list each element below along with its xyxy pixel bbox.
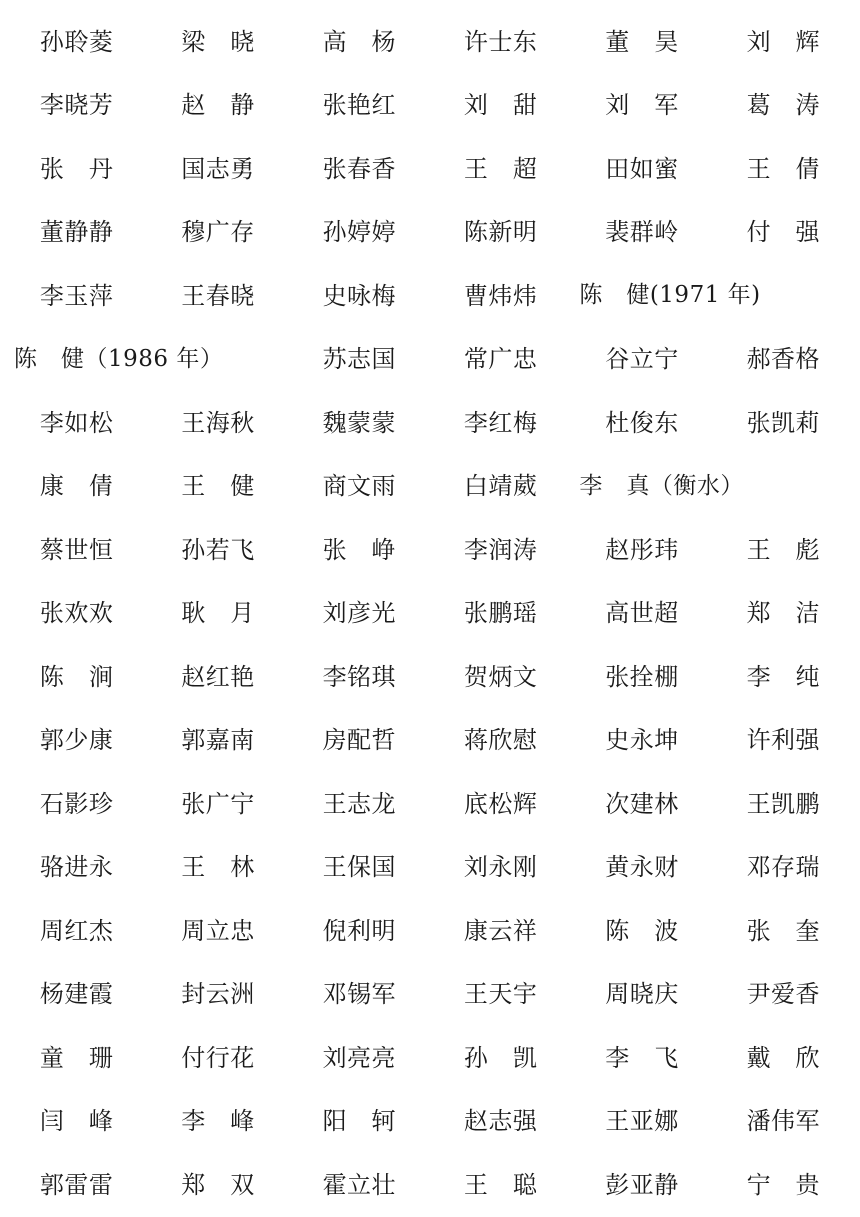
roster-name: 王 超 <box>463 154 538 183</box>
roster-name: 董静静 <box>39 218 114 247</box>
roster-cell <box>6 582 147 646</box>
roster-cell <box>6 201 147 265</box>
roster-name: 张春香 <box>322 154 397 183</box>
roster-name: 房配哲 <box>322 726 397 755</box>
roster-cell <box>571 137 712 201</box>
roster-cell <box>147 74 288 138</box>
roster-cell <box>147 1153 288 1217</box>
roster-cell <box>147 709 288 773</box>
roster-cell <box>147 391 288 455</box>
roster-name: 贺炳文 <box>463 662 538 691</box>
roster-name: 周晓庆 <box>605 980 679 1009</box>
roster-name: 赵 静 <box>181 91 255 120</box>
roster-name: 李 峰 <box>181 1107 255 1136</box>
roster-name: 孙若飞 <box>181 535 255 564</box>
roster-cell <box>147 899 288 963</box>
roster-name: 蒋欣慰 <box>463 726 538 755</box>
roster-cell <box>289 1090 430 1154</box>
roster-cell <box>430 10 571 74</box>
roster-cell <box>6 836 147 900</box>
roster-cell <box>289 836 430 900</box>
roster-cell <box>430 582 571 646</box>
roster-name: 黄永财 <box>605 853 679 882</box>
roster-name: 郭少康 <box>39 726 114 755</box>
roster-cell <box>571 455 854 519</box>
roster-cell <box>289 74 430 138</box>
roster-name: 童 珊 <box>39 1043 114 1072</box>
roster-name: 董 昊 <box>605 27 679 56</box>
roster-name: 李 纯 <box>746 662 821 691</box>
roster-cell <box>713 772 854 836</box>
roster-name: 王 聪 <box>463 1170 538 1199</box>
roster-cell <box>147 1026 288 1090</box>
roster-cell <box>147 772 288 836</box>
roster-name: 周红杰 <box>39 916 114 945</box>
roster-cell <box>6 1090 147 1154</box>
roster-cell <box>571 836 712 900</box>
roster-cell <box>571 1026 712 1090</box>
roster-cell <box>6 1026 147 1090</box>
roster-cell <box>713 201 854 265</box>
roster-name: 魏蒙蒙 <box>322 408 397 437</box>
roster-cell <box>147 963 288 1027</box>
roster-cell <box>6 772 147 836</box>
roster-cell <box>571 1153 712 1217</box>
roster-cell <box>713 899 854 963</box>
roster-name: 杜俊东 <box>605 408 679 437</box>
roster-name: 张 丹 <box>39 154 114 183</box>
roster-cell <box>6 264 147 328</box>
roster-cell <box>430 899 571 963</box>
roster-cell <box>713 963 854 1027</box>
roster-name: 霍立壮 <box>322 1170 397 1199</box>
roster-name: 商文雨 <box>322 472 397 501</box>
roster-cell <box>6 518 147 582</box>
roster-cell <box>713 1090 854 1154</box>
roster-name: 穆广存 <box>181 218 255 247</box>
roster-name: 李玉萍 <box>39 281 114 310</box>
roster-name: 赵彤玮 <box>605 535 679 564</box>
roster-cell <box>147 645 288 709</box>
roster-cell <box>6 963 147 1027</box>
roster-cell <box>289 963 430 1027</box>
roster-cell <box>289 10 430 74</box>
roster-name: 苏志国 <box>322 345 397 374</box>
roster-cell <box>430 1026 571 1090</box>
roster-name: 郑 洁 <box>746 599 821 628</box>
roster-cell <box>571 645 712 709</box>
roster-name: 戴 欣 <box>746 1043 821 1072</box>
roster-cell <box>571 772 712 836</box>
roster-cell <box>713 137 854 201</box>
roster-name: 王 彪 <box>746 535 821 564</box>
roster-cell <box>713 1026 854 1090</box>
roster-cell <box>147 518 288 582</box>
roster-name: 王 健 <box>181 472 255 501</box>
roster-cell <box>430 201 571 265</box>
roster-name: 张拴棚 <box>605 662 679 691</box>
roster-cell <box>147 1090 288 1154</box>
roster-cell <box>571 1090 712 1154</box>
roster-name: 王亚娜 <box>605 1107 679 1136</box>
roster-cell <box>147 201 288 265</box>
roster-name: 底松辉 <box>463 789 538 818</box>
roster-name: 史咏梅 <box>322 281 397 310</box>
roster-cell <box>713 391 854 455</box>
roster-cell <box>571 899 712 963</box>
roster-name: 付 强 <box>746 218 821 247</box>
roster-name: 彭亚静 <box>605 1170 679 1199</box>
roster-name: 国志勇 <box>181 154 255 183</box>
roster-cell <box>147 836 288 900</box>
roster-name: 倪利明 <box>322 916 397 945</box>
roster-name: 刘 辉 <box>746 27 821 56</box>
roster-name: 张鹏瑶 <box>463 599 538 628</box>
roster-name: 高 杨 <box>322 27 397 56</box>
roster-cell <box>289 1153 430 1217</box>
roster-cell <box>571 328 712 392</box>
roster-cell <box>430 328 571 392</box>
roster-name: 郭雷雷 <box>39 1170 114 1199</box>
roster-name: 付行花 <box>181 1043 255 1072</box>
roster-cell <box>289 455 430 519</box>
roster-name: 李润涛 <box>463 535 538 564</box>
roster-name: 王保国 <box>322 853 397 882</box>
roster-name: 耿 月 <box>181 599 255 628</box>
roster-name: 康云祥 <box>463 916 538 945</box>
roster-cell <box>713 1153 854 1217</box>
roster-name: 谷立宁 <box>605 345 679 374</box>
roster-cell <box>289 582 430 646</box>
roster-cell <box>289 772 430 836</box>
roster-name: 王志龙 <box>322 789 397 818</box>
roster-name: 张 峥 <box>322 535 397 564</box>
roster-cell <box>430 518 571 582</box>
roster-cell <box>430 1090 571 1154</box>
roster-name: 邓存瑞 <box>746 853 821 882</box>
roster-cell <box>571 201 712 265</box>
roster-name: 王海秋 <box>181 408 255 437</box>
roster-cell <box>571 518 712 582</box>
roster-name: 张欢欢 <box>39 599 114 628</box>
roster-name: 高世超 <box>605 599 679 628</box>
roster-name: 刘 甜 <box>463 91 538 120</box>
roster-name: 王凯鹏 <box>746 789 821 818</box>
roster-name: 陈 健(1971 年) <box>579 282 761 309</box>
roster-name: 常广忠 <box>463 345 538 374</box>
roster-cell <box>6 137 147 201</box>
roster-cell <box>571 74 712 138</box>
roster-name: 陈 波 <box>605 916 679 945</box>
roster-name: 尹爱香 <box>746 980 821 1009</box>
roster-name: 张凯莉 <box>746 408 821 437</box>
roster-cell <box>289 264 430 328</box>
roster-name: 陈新明 <box>463 218 538 247</box>
roster-name: 刘 军 <box>605 91 679 120</box>
roster-cell <box>713 328 854 392</box>
roster-name: 杨建霞 <box>39 980 114 1009</box>
roster-name: 李 飞 <box>605 1043 679 1072</box>
roster-name: 孙聆菱 <box>39 27 114 56</box>
roster-name: 闫 峰 <box>39 1107 114 1136</box>
roster-name: 刘永刚 <box>463 853 538 882</box>
roster-name: 封云洲 <box>181 980 255 1009</box>
roster-cell <box>289 899 430 963</box>
roster-name: 张 奎 <box>746 916 821 945</box>
roster-cell <box>147 264 288 328</box>
roster-cell <box>713 645 854 709</box>
roster-name: 李红梅 <box>463 408 538 437</box>
roster-name: 王天宇 <box>463 980 538 1009</box>
roster-name: 宁 贵 <box>746 1170 821 1199</box>
roster-cell <box>713 10 854 74</box>
roster-name: 孙婷婷 <box>322 218 397 247</box>
roster-cell <box>713 709 854 773</box>
roster-cell <box>430 74 571 138</box>
roster-cell <box>147 582 288 646</box>
roster-cell <box>147 10 288 74</box>
roster-name: 陈 涧 <box>39 662 114 691</box>
roster-name: 李铭琪 <box>322 662 397 691</box>
roster-cell <box>6 328 289 392</box>
roster-name: 李晓芳 <box>39 91 114 120</box>
roster-name: 赵红艳 <box>181 662 255 691</box>
roster-cell <box>430 772 571 836</box>
roster-cell <box>6 74 147 138</box>
roster-name: 张广宁 <box>181 789 255 818</box>
roster-cell <box>430 137 571 201</box>
roster-cell <box>289 1026 430 1090</box>
roster-name: 赵志强 <box>463 1107 538 1136</box>
roster-name: 裴群岭 <box>605 218 679 247</box>
roster-name: 史永坤 <box>605 726 679 755</box>
roster-name: 蔡世恒 <box>39 535 114 564</box>
roster-cell <box>6 1153 147 1217</box>
roster-cell <box>713 582 854 646</box>
roster-name: 周立忠 <box>181 916 255 945</box>
roster-cell <box>6 899 147 963</box>
roster-name: 潘伟军 <box>746 1107 821 1136</box>
roster-name: 石影珍 <box>39 789 114 818</box>
roster-cell <box>571 582 712 646</box>
roster-cell <box>571 963 712 1027</box>
roster-cell <box>289 137 430 201</box>
roster-cell <box>6 645 147 709</box>
roster-name: 李 真（衡水） <box>579 472 744 499</box>
roster-name: 白靖葳 <box>463 472 538 501</box>
roster-name: 王春晓 <box>181 281 255 310</box>
roster-name: 刘亮亮 <box>322 1043 397 1072</box>
roster-cell <box>571 10 712 74</box>
roster-name: 梁 晓 <box>181 27 255 56</box>
roster-cell <box>147 137 288 201</box>
roster-cell <box>571 264 854 328</box>
roster-name: 骆进永 <box>39 853 114 882</box>
roster-cell <box>430 391 571 455</box>
roster-name: 李如松 <box>39 408 114 437</box>
roster-name: 王 倩 <box>746 154 821 183</box>
roster-cell <box>571 709 712 773</box>
roster-cell <box>289 518 430 582</box>
roster-cell <box>6 455 147 519</box>
roster-name: 郝香格 <box>746 345 821 374</box>
roster-cell <box>713 74 854 138</box>
roster-cell <box>147 455 288 519</box>
roster-name: 孙 凯 <box>463 1043 538 1072</box>
roster-cell <box>289 201 430 265</box>
roster-cell <box>6 709 147 773</box>
roster-cell <box>713 836 854 900</box>
roster-cell <box>6 391 147 455</box>
roster-name: 张艳红 <box>322 91 397 120</box>
roster-name: 许士东 <box>463 27 538 56</box>
roster-name: 郑 双 <box>181 1170 255 1199</box>
roster-name: 田如蜜 <box>605 154 679 183</box>
roster-cell <box>430 1153 571 1217</box>
roster-cell <box>289 645 430 709</box>
roster-cell <box>289 391 430 455</box>
roster-name: 郭嘉南 <box>181 726 255 755</box>
roster-name: 许利强 <box>746 726 821 755</box>
roster-name: 阳 轲 <box>322 1107 397 1136</box>
roster-cell <box>430 264 571 328</box>
roster-cell <box>430 836 571 900</box>
roster-name: 曹炜炜 <box>463 281 538 310</box>
roster-cell <box>430 455 571 519</box>
roster-name: 陈 健（1986 年） <box>14 345 224 372</box>
roster-cell <box>713 518 854 582</box>
roster-name: 康 倩 <box>39 472 114 501</box>
roster-cell <box>430 645 571 709</box>
roster-name: 葛 涛 <box>746 91 821 120</box>
roster-name: 次建林 <box>605 789 679 818</box>
roster-cell <box>289 328 430 392</box>
roster-cell <box>6 10 147 74</box>
roster-cell <box>571 391 712 455</box>
roster-name: 刘彦光 <box>322 599 397 628</box>
roster-cell <box>430 709 571 773</box>
roster-cell <box>289 709 430 773</box>
roster-cell <box>430 963 571 1027</box>
roster-name: 王 林 <box>181 853 255 882</box>
roster-name: 邓锡军 <box>322 980 397 1009</box>
